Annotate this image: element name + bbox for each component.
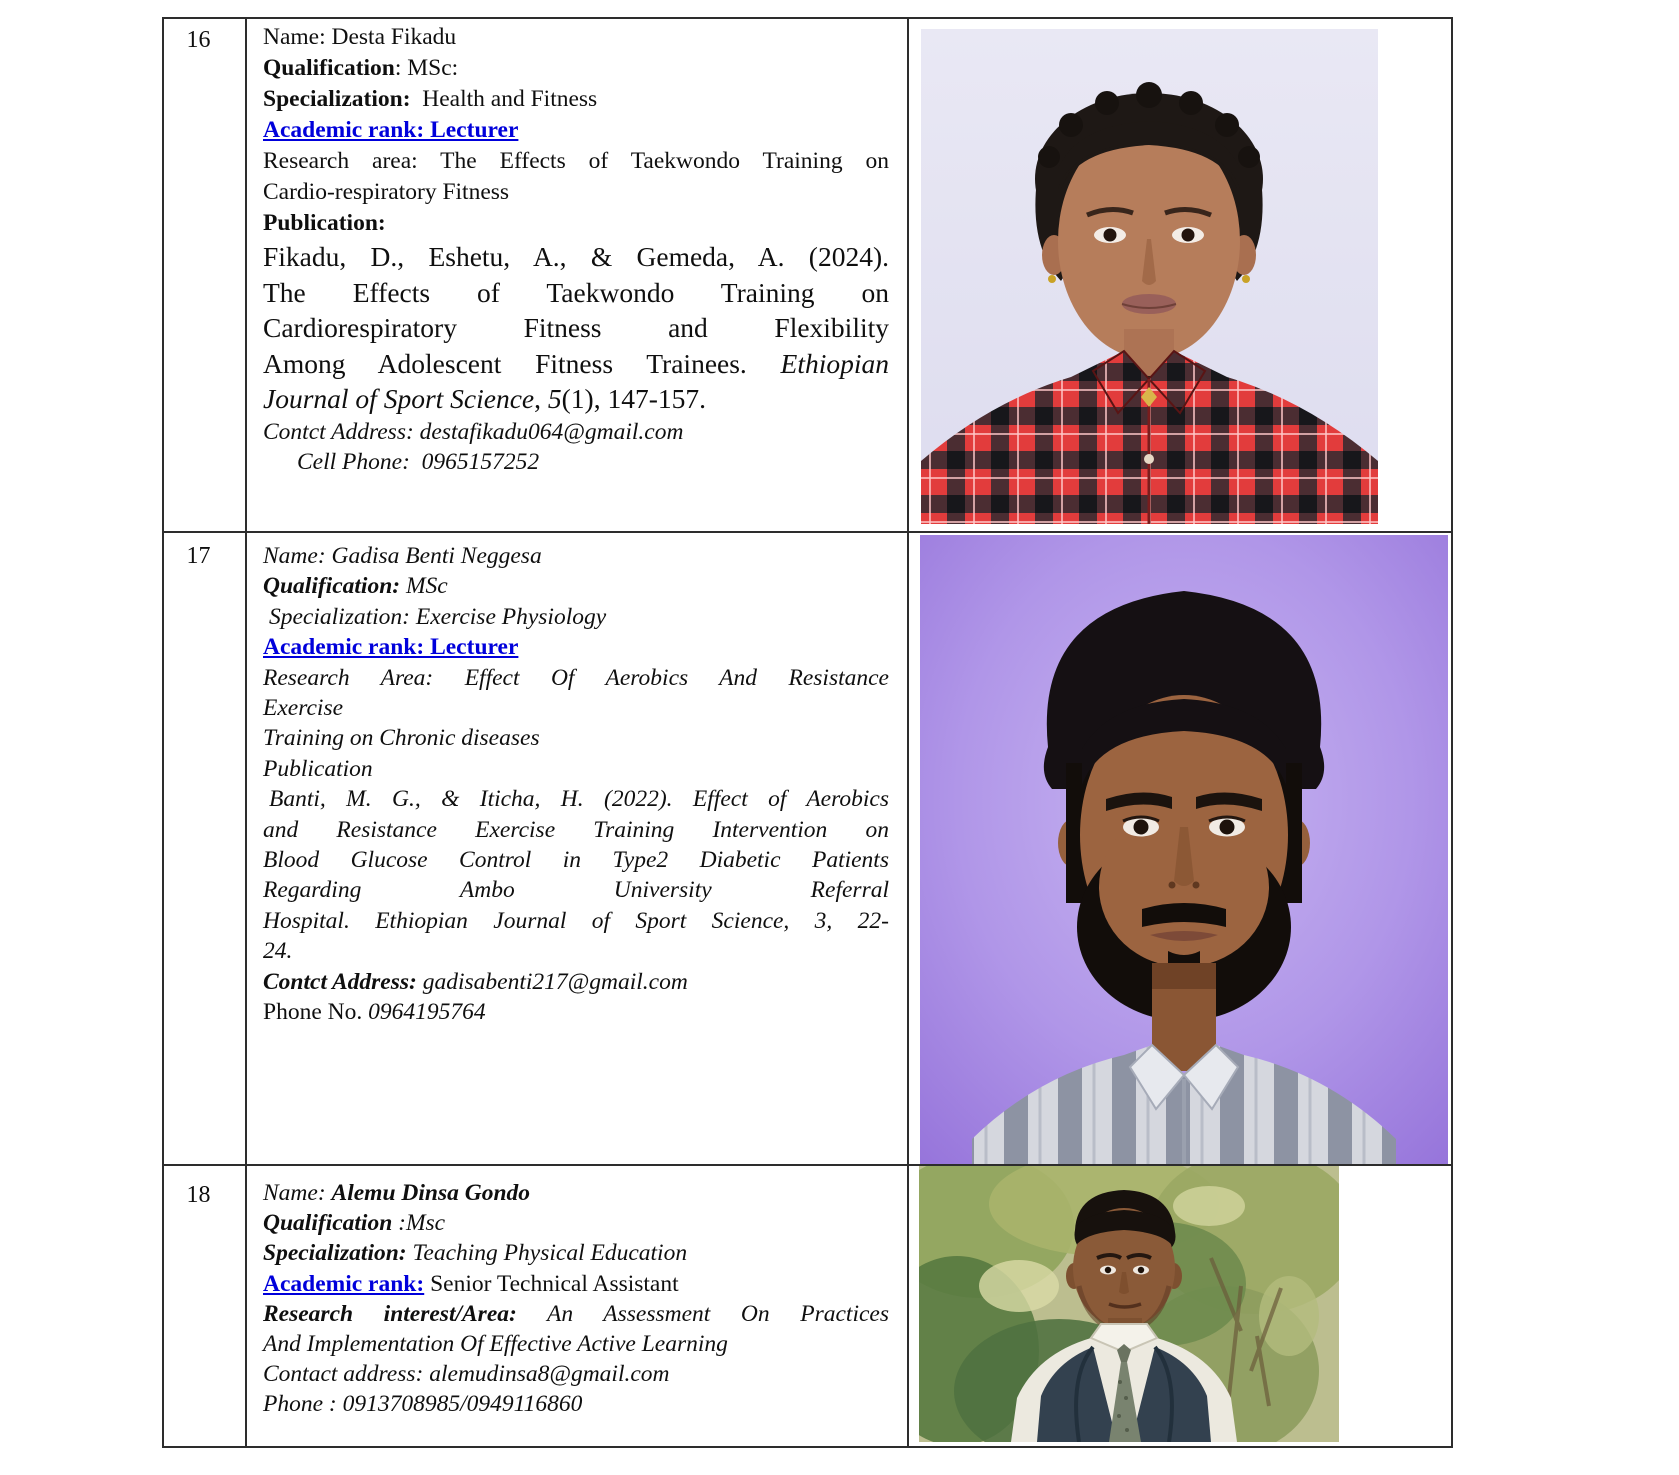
phone-label: Phone No.	[263, 999, 369, 1026]
row-18-profile-cell	[247, 1166, 909, 1446]
research-area-line-2: And Implementation Of Effective Active Learning	[263, 1331, 728, 1358]
citation-line-1: Banti, M. G., & Iticha, H. (2022). Effect of Aerobics	[269, 786, 889, 813]
research-area-line-1: Research area: The Effects of Taekwondo Training on	[263, 148, 889, 174]
row-18-number-cell	[164, 1166, 247, 1446]
specialization-label: Specialization:	[263, 86, 411, 112]
citation-pages: (1), 147-157.	[561, 383, 706, 414]
contact-line	[263, 967, 889, 997]
publication-label: Publication	[263, 755, 373, 782]
citation-line-2: and Resistance Exercise Training Intervention on	[263, 816, 889, 843]
research-area-line-1: Research Area: Effect Of Aerobics And Resistance	[263, 664, 889, 691]
row-16-number-cell	[164, 19, 247, 533]
citation-line-3: Blood Glucose Control in Type2 Diabetic Patients	[263, 847, 889, 874]
academic-rank-line	[263, 1269, 889, 1299]
row-17-photo-cell	[909, 533, 1451, 1166]
citation-line-3: Cardiorespiratory Fitness and Flexibility	[263, 312, 889, 343]
qualification-line	[263, 571, 889, 601]
qualification-value: MSc	[400, 573, 448, 600]
academic-rank-line	[263, 632, 889, 662]
qualification-label: Qualification	[263, 55, 395, 81]
academic-rank-line	[263, 115, 889, 146]
research-area-line-2: Cardio-respiratory Fitness	[263, 179, 510, 205]
citation-line-5: Hospital. Ethiopian Journal of Sport Science, 3, 22-	[263, 907, 889, 934]
citation-line-2: The Effects of Taekwondo Training on	[263, 276, 889, 308]
academic-rank-link[interactable]: Academic rank: Lecturer	[263, 117, 519, 143]
specialization-label: Specialization:	[263, 1240, 407, 1267]
academic-rank-link[interactable]: Academic rank:	[263, 1270, 425, 1297]
specialization-line: Specialization: Exercise Physiology	[269, 603, 607, 630]
row-number: 18	[186, 1182, 211, 1208]
phone-value: 0964195764	[368, 999, 486, 1026]
academic-rank-value: Senior Technical Assistant	[424, 1270, 679, 1297]
row-18-photo-cell	[909, 1166, 1451, 1446]
qualification-label: Qualification	[263, 1210, 393, 1237]
citation-line-5	[263, 381, 889, 417]
contact-label: Contct Address:	[263, 968, 417, 995]
specialization-value: Teaching Physical Education	[406, 1240, 688, 1267]
name-line	[263, 1178, 889, 1208]
contact-value: gadisabenti217@gmail.com	[416, 968, 688, 995]
name-label: Name:	[263, 1180, 332, 1206]
citation-line-4	[263, 346, 889, 382]
phone-line: Cell Phone: 0965157252	[297, 448, 540, 475]
contact-line: Contct Address: destafikadu064@gmail.com	[263, 418, 684, 445]
specialization-line	[263, 1238, 889, 1268]
research-area-line-2: Exercise	[263, 695, 344, 722]
faculty-table	[162, 17, 1453, 1448]
qualification-label: Qualification:	[263, 573, 401, 600]
portrait-photo-16	[921, 29, 1378, 524]
citation-text: Among Adolescent Fitness Trainees.	[263, 347, 781, 379]
research-label: Research interest/Area:	[263, 1300, 517, 1327]
publication-label-text: Publication:	[263, 210, 386, 236]
citation-line-6: 24.	[263, 938, 293, 965]
qualification-value: : MSc:	[394, 55, 459, 81]
research-value: An Assessment On Practices	[516, 1300, 889, 1327]
academic-rank-link[interactable]: Academic rank: Lecturer	[263, 634, 519, 661]
row-number: 17	[186, 543, 211, 569]
citation-line-4: Regarding Ambo University Referral	[263, 877, 889, 904]
portrait-photo-17	[920, 535, 1448, 1164]
name-value: Alemu Dinsa Gondo	[331, 1180, 531, 1206]
specialization-line	[263, 84, 889, 115]
profile-photo-gadisa-benti	[920, 535, 1448, 1164]
profile-photo-desta-fikadu	[921, 29, 1378, 524]
publication-label	[263, 208, 889, 239]
qualification-line	[263, 53, 889, 84]
row-16-photo-cell	[909, 19, 1451, 533]
qualification-value: :Msc	[392, 1210, 446, 1237]
qualification-line	[263, 1208, 889, 1238]
citation-volume: 5	[547, 383, 562, 414]
row-number: 16	[186, 27, 211, 53]
profile-photo-alemu-dinsa	[919, 1166, 1339, 1442]
citation-journal: Journal of Sport Science	[263, 383, 535, 414]
citation-journal-part: Ethiopian	[780, 347, 889, 379]
specialization-value: Health and Fitness	[410, 86, 598, 112]
row-16-profile-cell	[247, 19, 909, 533]
portrait-photo-18	[919, 1166, 1339, 1442]
name-line: Name: Gadisa Benti Neggesa	[263, 543, 542, 569]
citation-line-1: Fikadu, D., Eshetu, A., & Gemeda, A. (2024).	[263, 241, 889, 272]
contact-line: Contact address: alemudinsa8@gmail.com	[263, 1361, 670, 1388]
research-area-line-3: Training on Chronic diseases	[263, 725, 540, 752]
phone-line	[263, 997, 889, 1027]
citation-sep: ,	[534, 383, 548, 414]
row-17-number-cell	[164, 533, 247, 1166]
phone-line: Phone : 0913708985/0949116860	[263, 1391, 583, 1418]
row-17-profile-cell	[247, 533, 909, 1166]
research-area-line-1	[263, 1299, 889, 1329]
name-line: Name: Desta Fikadu	[263, 24, 457, 50]
